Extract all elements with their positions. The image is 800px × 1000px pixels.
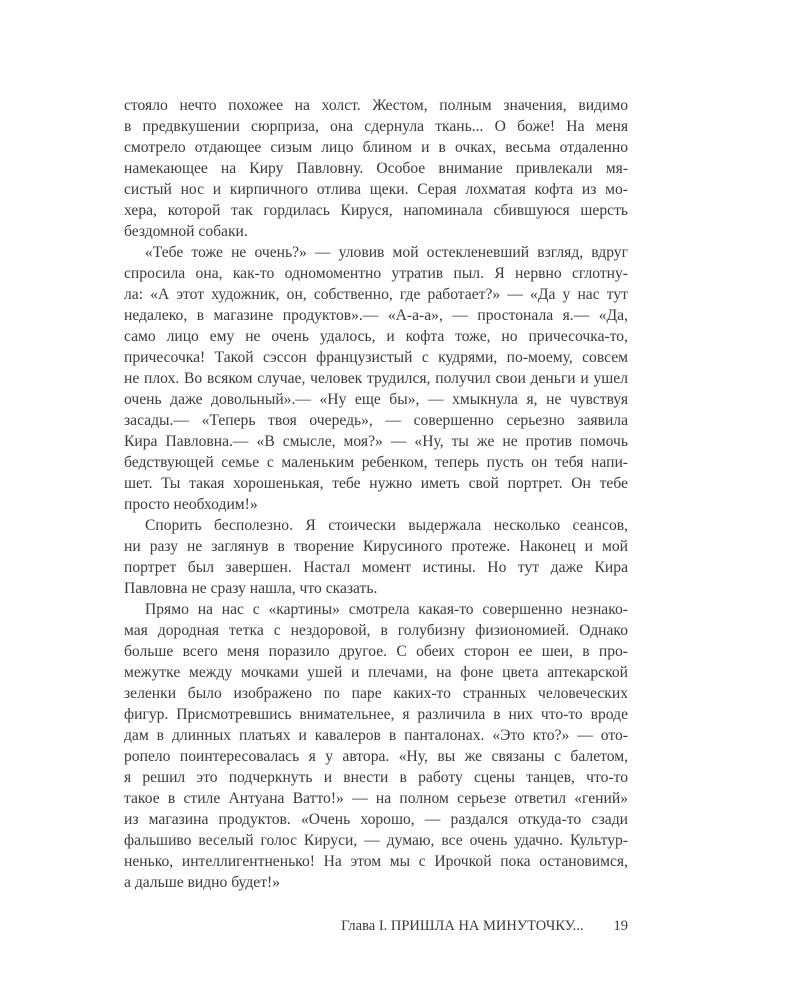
text-line: засады.— «Теперь твоя очередь», — совершенно серьезно заявила — [124, 412, 628, 429]
text-line: Прямо на нас с «картины» смотрела какая-то совершенно незнако- — [145, 601, 628, 618]
text-line: стояло нечто похожее на холст. Жестом, полным значения, видимо — [124, 97, 628, 114]
text-line: «Тебе тоже не очень?» — уловив мой остекленевший взгляд, вдруг — [145, 244, 628, 261]
text-line: смотрело отдающее сизым лицо блином и в очках, весьма отдаленно — [124, 139, 628, 156]
text-line: само лицо ему не очень удалось, и кофта тоже, но причесочка-то, — [124, 328, 628, 345]
body-text — [124, 95, 628, 893]
text-line: не плох. Во всяком случае, человек трудился, получил свои деньги и ушел — [124, 370, 628, 387]
text-line: межутке между мочками ушей и плечами, на фоне цвета аптекарской — [124, 664, 628, 681]
text-line: ни разу не заглянув в творение Кирусиного протеже. Наконец и мой — [124, 538, 628, 555]
text-line: больше всего меня поразило другое. С обеих сторон ее шеи, в про- — [124, 643, 628, 660]
text-line: шет. Ты такая хорошенькая, тебе нужно иметь свой портрет. Он тебе — [124, 475, 628, 492]
text-line: спросила она, как-то одномоментно утратив пыл. Я нервно сглотну- — [124, 265, 628, 282]
text-line: намекающее на Киру Павловну. Особое внимание привлекали мя- — [124, 160, 628, 177]
text-line: а дальше видно будет!» — [124, 874, 281, 891]
text-line: хера, которой так гордилась Кируся, напоминала сбившуюся шерсть — [124, 202, 628, 219]
text-line: из магазина продуктов. «Очень хорошо, — раздался откуда-то сзади — [124, 811, 628, 828]
text-line: ропело поинтересовалась я у автора. «Ну, вы же связаны с балетом, — [124, 748, 628, 765]
text-line: просто необходим!» — [124, 496, 258, 513]
text-line: бедствующей семье с маленьким ребенком, теперь пусть он тебя напи- — [124, 454, 628, 471]
text-line: я решил это подчеркнуть и внести в работу сцены танцев, что-то — [124, 769, 628, 786]
text-line: мая дородная тетка с нездоровой, в голубизну физиономией. Однако — [124, 622, 628, 639]
text-line: дам в длинных платьях и кавалеров в панталонах. «Это кто?» — ото- — [124, 727, 628, 744]
text-line: портрет был завершен. Настал момент истины. Но тут даже Кира — [124, 559, 628, 576]
text-line: зеленки было изображено по паре каких-то странных человеческих — [124, 685, 628, 702]
text-line: причесочка! Такой сэссон французистый с кудрями, по-моему, совсем — [124, 349, 628, 366]
text-line: ненько, интеллигентненько! На этом мы с Ирочкой пока остановимся, — [124, 853, 628, 870]
page-footer — [124, 918, 628, 935]
running-head: Глава I. ПРИШЛА НА МИНУТОЧКУ... — [341, 918, 584, 934]
text-line: Спорить бесполезно. Я стоически выдержала несколько сеансов, — [145, 517, 628, 534]
text-line: в предвкушении сюрприза, она сдернула ткань... О боже! На меня — [124, 118, 628, 135]
text-line: систый нос и кирпичного отлива щеки. Серая лохматая кофта из мо- — [124, 181, 628, 198]
text-line: очень даже довольный».— «Ну еще бы», — хмыкнула я, не чувствуя — [124, 391, 628, 408]
text-line: Павловна не сразу нашла, что сказать. — [124, 580, 378, 597]
text-line: бездомной собаки. — [124, 223, 248, 240]
text-line: такое в стиле Антуана Ватто!» — на полном серьезе ответил «гений» — [124, 790, 628, 807]
text-line: недалеко, в магазине продуктов».— «А-а-а», — простонала я.— «Да, — [124, 307, 628, 324]
text-line: фигур. Присмотревшись внимательнее, я различила в них что-то вроде — [124, 706, 628, 723]
page-number: 19 — [613, 918, 628, 934]
text-line: ла: «А этот художник, он, собственно, где работает?» — «Да у нас тут — [124, 286, 628, 303]
text-line: фальшиво веселый голос Кируси, — думаю, все очень удачно. Культур- — [124, 832, 628, 849]
text-line: Кира Павловна.— «В смысле, моя?» — «Ну, ты же не против помочь — [124, 433, 628, 450]
